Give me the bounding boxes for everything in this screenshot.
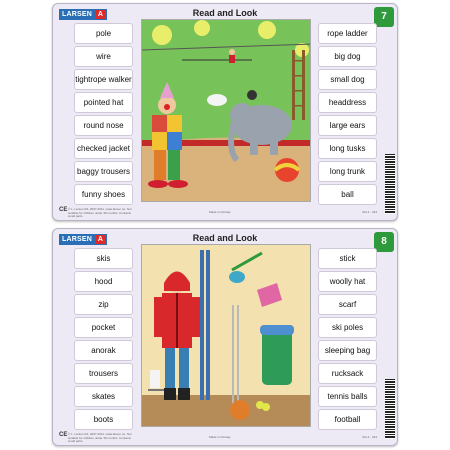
- word-piece[interactable]: sleeping bag: [318, 340, 377, 361]
- product-code: RH 4 - 323: [362, 435, 377, 439]
- word-piece[interactable]: wire: [74, 46, 133, 67]
- word-piece[interactable]: ball: [318, 184, 377, 205]
- word-piece[interactable]: pole: [74, 23, 133, 44]
- word-piece[interactable]: large ears: [318, 115, 377, 136]
- word-piece[interactable]: hood: [74, 271, 133, 292]
- ce-mark: CE: [59, 432, 68, 438]
- word-piece[interactable]: big dog: [318, 46, 377, 67]
- card-number-badge: 8: [374, 232, 394, 252]
- word-piece[interactable]: tennis balls: [318, 386, 377, 407]
- card-footer: [59, 431, 391, 441]
- copyright-text: © L. Larsen AS, 2007-2011. www.larsen.no. Not suitable for children under 36 months. Contains small parts.: [68, 207, 132, 218]
- word-piece[interactable]: pocket: [74, 317, 133, 338]
- card-number-badge: 7: [374, 7, 394, 27]
- puzzle-card-8: [52, 228, 398, 446]
- word-piece[interactable]: rope ladder: [318, 23, 377, 44]
- word-piece[interactable]: stick: [318, 248, 377, 269]
- word-piece[interactable]: ski poles: [318, 317, 377, 338]
- brand-mark: A: [97, 11, 104, 18]
- barcode: [385, 379, 395, 439]
- word-piece[interactable]: skis: [74, 248, 133, 269]
- word-piece[interactable]: woolly hat: [318, 271, 377, 292]
- word-piece[interactable]: funny shoes: [74, 184, 133, 205]
- word-piece[interactable]: trousers: [74, 363, 133, 384]
- word-piece[interactable]: rucksack: [318, 363, 377, 384]
- winter-gear-illustration: [141, 244, 311, 427]
- word-piece[interactable]: boots: [74, 409, 133, 430]
- copyright-text: © L. Larsen AS, 2007-2011. www.larsen.no. Not suitable for children under 36 months. Contains small parts.: [68, 432, 132, 443]
- barcode: [385, 154, 395, 214]
- puzzle-card-7: [52, 3, 398, 221]
- word-piece[interactable]: scarf: [318, 294, 377, 315]
- word-piece[interactable]: pointed hat: [74, 92, 133, 113]
- product-code: RH 4 - 323: [362, 210, 377, 214]
- word-piece[interactable]: football: [318, 409, 377, 430]
- word-piece[interactable]: zip: [74, 294, 133, 315]
- word-piece[interactable]: long trunk: [318, 161, 377, 182]
- word-piece[interactable]: checked jacket: [74, 138, 133, 159]
- word-piece[interactable]: skates: [74, 386, 133, 407]
- brand-name: LARSEN: [62, 11, 92, 18]
- word-piece[interactable]: headdress: [318, 92, 377, 113]
- card-footer: [59, 206, 391, 216]
- made-in-text: Made in Norway: [209, 210, 231, 214]
- word-piece[interactable]: anorak: [74, 340, 133, 361]
- word-piece[interactable]: round nose: [74, 115, 133, 136]
- brand-name: LARSEN: [62, 236, 92, 243]
- word-piece[interactable]: small dog: [318, 69, 377, 90]
- made-in-text: Made in Norway: [209, 435, 231, 439]
- word-piece[interactable]: baggy trousers: [74, 161, 133, 182]
- brand-mark: A: [97, 236, 104, 243]
- word-piece[interactable]: tightrope walker: [74, 69, 133, 90]
- ce-mark: CE: [59, 207, 68, 213]
- circus-illustration: [141, 19, 311, 202]
- word-piece[interactable]: long tusks: [318, 138, 377, 159]
- card-title: Read and Look: [192, 8, 258, 18]
- card-title: Read and Look: [192, 233, 258, 243]
